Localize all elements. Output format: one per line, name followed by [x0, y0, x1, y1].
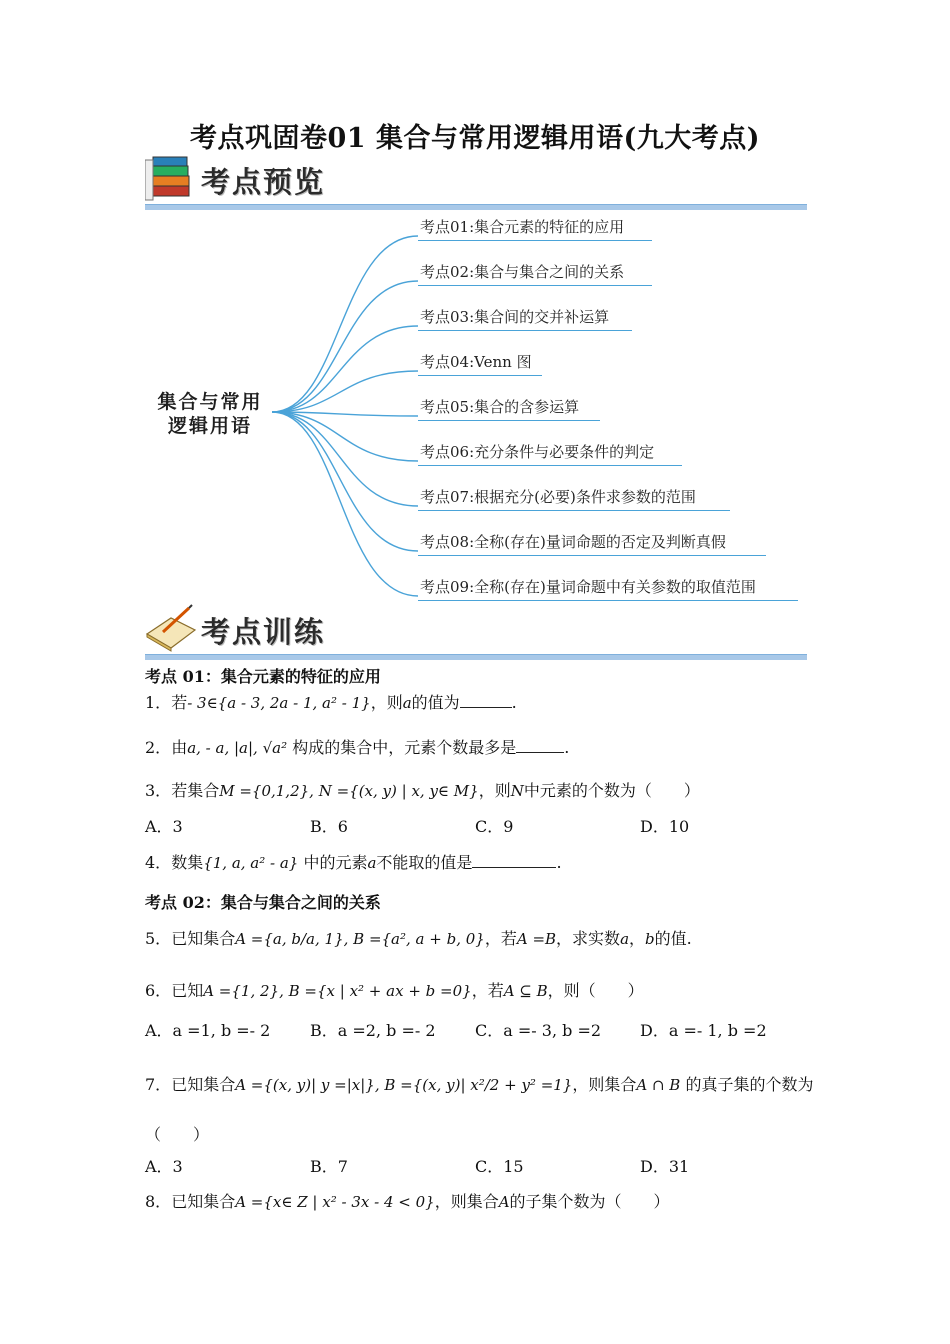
option-b[interactable]: B．7 — [310, 1157, 348, 1176]
answer-blank[interactable] — [516, 738, 564, 753]
option-d[interactable]: D．10 — [640, 817, 690, 836]
question-4: 4．数集{1, a, a² - a} 中的元素a不能取的值是 . — [145, 853, 562, 872]
training-section-title: 考点训练 — [201, 615, 326, 649]
option-c[interactable]: C．15 — [475, 1157, 524, 1176]
option-c[interactable]: C．a =- 3, b =2 — [475, 1021, 602, 1040]
mindmap-branch-09: 考点09:全称(存在)量词命题中有关参数的取值范围 — [420, 576, 756, 597]
option-d[interactable]: D．31 — [640, 1157, 690, 1176]
answer-blank[interactable] — [472, 853, 556, 868]
question-3: 3．若集合M ={0,1,2}, N ={(x, y) | x, y∈ M}，则N中元素的个数为（ ） — [145, 781, 700, 800]
question-2: 2．由a, - a, |a|, √a² 构成的集合中，元素个数最多是 . — [145, 738, 570, 757]
question-8: 8．已知集合A ={x∈ Z | x² - 3x - 4 < 0}，则集合A的子集个数为（ ） — [145, 1192, 670, 1211]
preview-section-title: 考点预览 — [201, 165, 326, 199]
mindmap-branch-04: 考点04:Venn 图 — [420, 351, 532, 372]
topic-heading-02: 考点 02：集合与集合之间的关系 — [145, 893, 381, 912]
question-7: 7．已知集合A ={(x, y)| y =|x|}, B ={(x, y)| x²/2 + y² =1}，则集合A ∩ B 的真子集的个数为 — [145, 1075, 814, 1094]
question-1: 1．若- 3∈{a - 3, 2a - 1, a² - 1}，则a的值为 . — [145, 693, 517, 712]
mindmap-root — [148, 390, 272, 438]
question-7-paren: （ ） — [145, 1125, 210, 1144]
mindmap-branch-08: 考点08:全称(存在)量词命题的否定及判断真假 — [420, 531, 726, 552]
mindmap-branch-07: 考点07:根据充分(必要)条件求参数的范围 — [420, 486, 696, 507]
option-b[interactable]: B．a =2, b =- 2 — [310, 1021, 436, 1040]
topic-heading-01: 考点 01：集合元素的特征的应用 — [145, 667, 381, 686]
answer-blank[interactable] — [460, 693, 512, 708]
option-a[interactable]: A．3 — [145, 1157, 183, 1176]
mindmap-branch-01: 考点01:集合元素的特征的应用 — [420, 216, 624, 237]
page-title: 考点巩固卷01 集合与常用逻辑用语(九大考点) — [189, 123, 761, 154]
mindmap-branch-06: 考点06:充分条件与必要条件的判定 — [420, 441, 654, 462]
mindmap-root-line-1: 集合与常用 — [157, 391, 263, 413]
option-a[interactable]: A．3 — [145, 817, 183, 836]
question-6: 6．已知A ={1, 2}, B ={x | x² + ax + b =0}，若A ⊆ B，则（ ） — [145, 981, 644, 1000]
mindmap-branch-03: 考点03:集合间的交并补运算 — [420, 306, 609, 327]
option-a[interactable]: A．a =1, b =- 2 — [145, 1021, 271, 1040]
training-section-header — [145, 604, 807, 660]
mindmap-root-line-2: 逻辑用语 — [167, 415, 252, 437]
option-d[interactable]: D．a =- 1, b =2 — [640, 1021, 767, 1040]
question-5: 5．已知集合A ={a, b/a, 1}, B ={a², a + b, 0}，若A =B，求实数a，b的值. — [145, 929, 692, 948]
option-c[interactable]: C．9 — [475, 817, 514, 836]
notebook-pen-icon — [145, 604, 197, 652]
mindmap-branch-05: 考点05:集合的含参运算 — [420, 396, 579, 417]
section-divider — [145, 654, 807, 660]
option-b[interactable]: B．6 — [310, 817, 348, 836]
mindmap-branch-02: 考点02:集合与集合之间的关系 — [420, 261, 624, 282]
